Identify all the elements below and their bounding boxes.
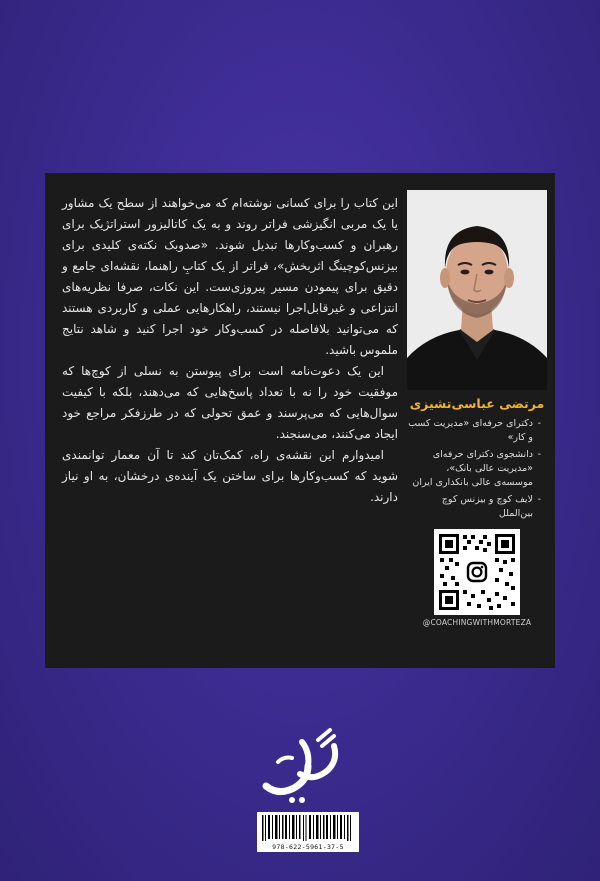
blurb-paragraph: این یک دعوت‌نامه است برای پیوستن به نسلی از کوچ‌ها که موفقیت خود را نه با تعداد پاسخ‌هایی که می‌دهند، بلکه با کیفیت سوال‌هایی که می‌پرسند و عمق تحولی که در طرزفکر مراجع خود ایجاد می‌کنند، می‌سنجند. (62, 364, 398, 441)
publisher-logo (248, 712, 358, 808)
back-cover-blurb (62, 193, 398, 508)
blurb-paragraph: این کتاب را برای کسانی نوشته‌ام که می‌خواهند از سطح یک مشاور یا یک مربی انگیزشی فراتر روند و به یک کاتالیزور استراتژیک برای رهبران و کسب‌وکارها تبدیل شوند. «صدوبک نکته‌ی کلیدی برای بیزنس‌کوچینگ اثربخش»، فراتر از یک کتابِ راهنما، نقشه‌ای جامع و دقیق برای پیمودن مسیر پیروزی‌ست. این نکات، صرفا نظریه‌های انتزاعی و غیرقابل‌اجرا نیستند، راهکارهایی عملی و کاربردی هستند که می‌توانید بلافاصله در کسب‌وکار خود اجرا کنید و شاهد نتایج ملموس باشید. (62, 196, 398, 357)
author-name: مرتضی عباسی‌تشیزی (409, 396, 545, 411)
isbn-number: 978-622-5961-37-5 (272, 843, 344, 851)
author-bio-item: - دانشجوی دکترای حرفه‌ای «مدیریت عالی بانک»، موسسه‌ی عالی بانکداری ایران (407, 448, 541, 490)
author-bio (407, 417, 541, 521)
portrait-photo (407, 190, 547, 390)
author-section (407, 190, 547, 627)
blurb-paragraph: امیدوارم این نقشه‌ی راه، کمک‌تان کند تا آن معمار توانمندی شوید که کسب‌وکارها برای ساختن یک آینده‌ی درخشان، به او نیاز دارند. (62, 448, 398, 504)
author-portrait (407, 190, 547, 390)
publisher-logo-icon (248, 712, 358, 808)
author-bio-item: - لایف کوچ و بیزنس کوچ بین‌الملل (407, 493, 541, 521)
qr-code-icon (437, 532, 517, 612)
instagram-handle: @COACHINGWITHMORTEZA (422, 618, 532, 627)
barcode-icon (257, 812, 359, 844)
isbn-barcode (257, 812, 359, 852)
author-bio-item: - دکترای حرفه‌ای «مدیریت کسب و کار» (407, 417, 541, 445)
instagram-qr-code (434, 529, 520, 615)
